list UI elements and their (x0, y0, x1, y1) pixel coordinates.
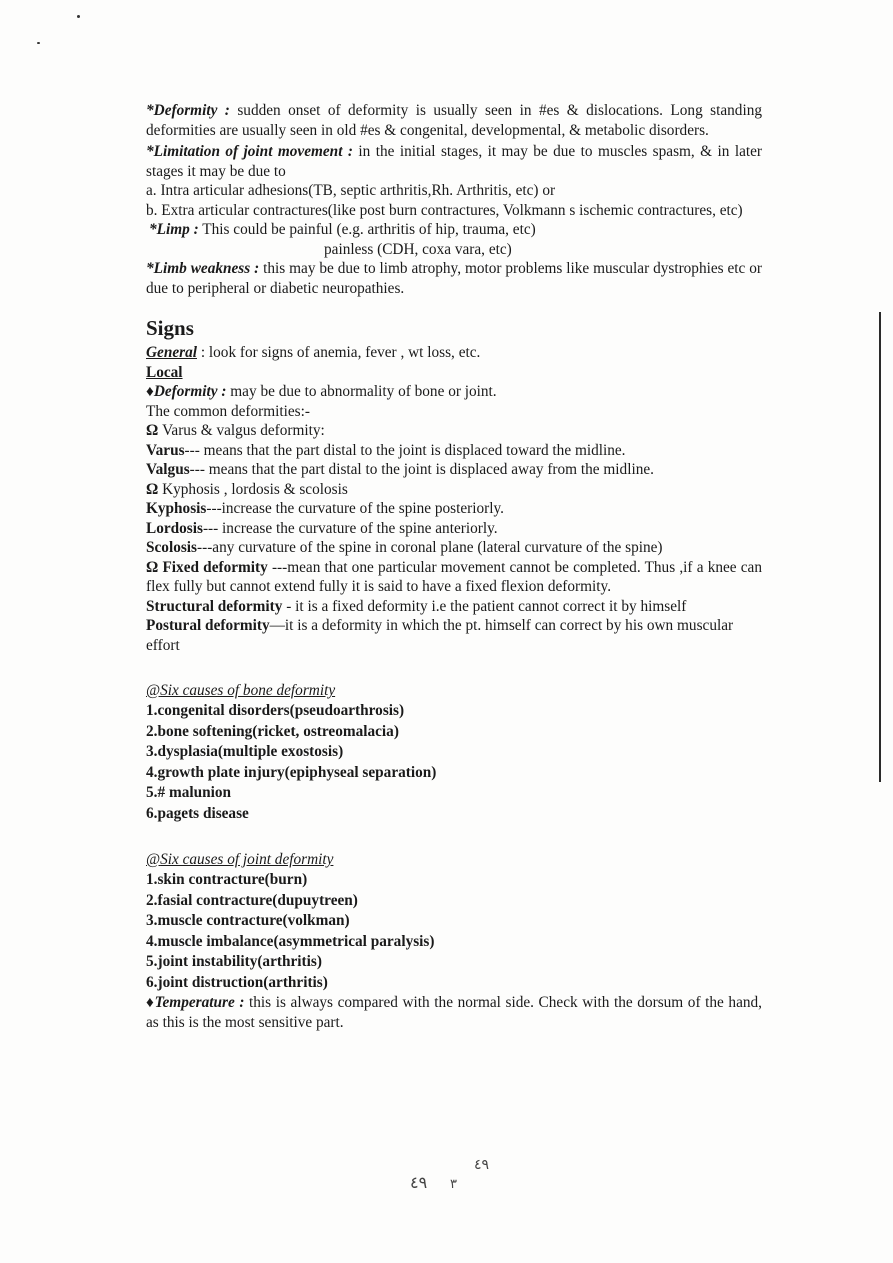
valgus-definition: Valgus--- means that the part distal to the joint is displaced away from the midline. (146, 461, 654, 478)
page-number-right: ٤٩ (474, 1157, 490, 1173)
page-number-middle: ٣ (450, 1177, 457, 1192)
page-number-left: ٤٩ (410, 1173, 428, 1192)
scan-speck (77, 15, 80, 18)
scan-edge-line (879, 312, 881, 782)
limitation-label: *Limitation of joint movement : (146, 143, 353, 160)
limitation-item-b: b. Extra articular contractures(like post burn contractures, Volkmann s ischemic contractures, etc) (146, 201, 743, 219)
limitation-item-a: a. Intra articular adhesions(TB, septic arthritis,Rh. Arthritis, etc) or (146, 182, 556, 199)
page-number-stamp (408, 1155, 508, 1215)
at-symbol-icon: @ (146, 682, 161, 699)
deformity-paragraph: *Deformity : sudden onset of deformity is usually seen in #es & dislocations. Long standing deformities are usually seen in old #es & congenital, developmental, & metabolic disorders. (146, 102, 762, 139)
list-item: 5.joint instability(arthritis) (146, 953, 322, 970)
signs-heading: Signs (146, 316, 194, 340)
deformity-label: *Deformity : (146, 102, 230, 119)
omega-bullet-icon: Ω (146, 422, 159, 439)
limp-paragraph: *Limp : This could be painful (e.g. arthritis of hip, trauma, etc) (149, 221, 536, 238)
structural-deformity-definition: Structural deformity - it is a fixed deformity i.e the patient cannot correct it by himself (146, 597, 687, 615)
scan-speck (37, 42, 40, 44)
limitation-paragraph: *Limitation of joint movement : in the initial stages, it may be due to muscles spasm, & in later stages it may be due to (146, 143, 762, 180)
common-deformities-line: The common deformities:- (146, 402, 310, 420)
limp-label: *Limp : (149, 221, 199, 238)
list-item: 1.congenital disorders(pseudoarthrosis) (146, 702, 405, 719)
list-item: 6.joint distruction(arthritis) (146, 973, 328, 991)
varus-definition: Varus--- means that the part distal to the joint is displaced toward the midline. (146, 441, 626, 459)
limp-painless-line: painless (CDH, coxa vara, etc) (324, 240, 512, 258)
omega-bullet-icon: Ω (146, 558, 159, 576)
list-item: 2.fasial contracture(dupuytreen) (146, 891, 358, 909)
joint-deformity-heading: @Six causes of joint deformity (146, 851, 334, 868)
kyphosis-lordosis-scolosis-heading: Ω Kyphosis , lordosis & scolosis (146, 480, 348, 498)
limb-weakness-label: *Limb weakness : (146, 260, 260, 277)
local-deformity-line: ♦Deformity : may be due to abnormality of bone or joint. (146, 383, 497, 400)
diamond-bullet-icon: ♦ (146, 383, 154, 400)
limb-weakness-paragraph: *Limb weakness : this may be due to limb atrophy, motor problems like muscular dystrophies etc or due to peripheral or diabetic neuropathies. (146, 260, 762, 297)
list-item: 3.muscle contracture(volkman) (146, 912, 350, 929)
kyphosis-definition: Kyphosis---increase the curvature of the spine posteriorly. (146, 500, 504, 517)
local-heading: Local (146, 363, 183, 381)
at-symbol-icon: @ (146, 851, 161, 868)
list-item: 2.bone softening(ricket, ostreomalacia) (146, 722, 399, 740)
document-page (146, 101, 762, 1032)
list-item: 4.growth plate injury(epiphyseal separation) (146, 763, 437, 781)
varus-valgus-heading: Ω Varus & valgus deformity: (146, 422, 325, 439)
list-item: 4.muscle imbalance(asymmetrical paralysis) (146, 932, 435, 950)
lordosis-definition: Lordosis--- increase the curvature of the spine anteriorly. (146, 519, 498, 537)
scolosis-definition: Scolosis---any curvature of the spine in coronal plane (lateral curvature of the spine) (146, 539, 663, 556)
temperature-paragraph: ♦Temperature : this is always compared with the normal side. Check with the dorsum of the hand, as this is the most sensitive part. (146, 994, 762, 1031)
omega-bullet-icon: Ω (146, 480, 159, 498)
diamond-bullet-icon: ♦ (146, 994, 155, 1011)
general-line: General : look for signs of anemia, fever , wt loss, etc. (146, 344, 481, 361)
list-item: 1.skin contracture(burn) (146, 871, 308, 888)
list-item: 6.pagets disease (146, 804, 249, 822)
postural-deformity-definition: Postural deformity—it is a deformity in which the pt. himself can correct by his own muscular effort (146, 617, 734, 654)
list-item: 3.dysplasia(multiple exostosis) (146, 743, 344, 760)
general-label: General (146, 344, 197, 361)
fixed-deformity-definition: Ω Fixed deformity ---mean that one particular movement cannot be completed. Thus ,if a knee can flex fully but cannot extend fully it is said to have a fixed flexion deformity. (146, 558, 762, 595)
bone-deformity-heading: @Six causes of bone deformity (146, 682, 336, 699)
list-item: 5.# malunion (146, 784, 232, 801)
